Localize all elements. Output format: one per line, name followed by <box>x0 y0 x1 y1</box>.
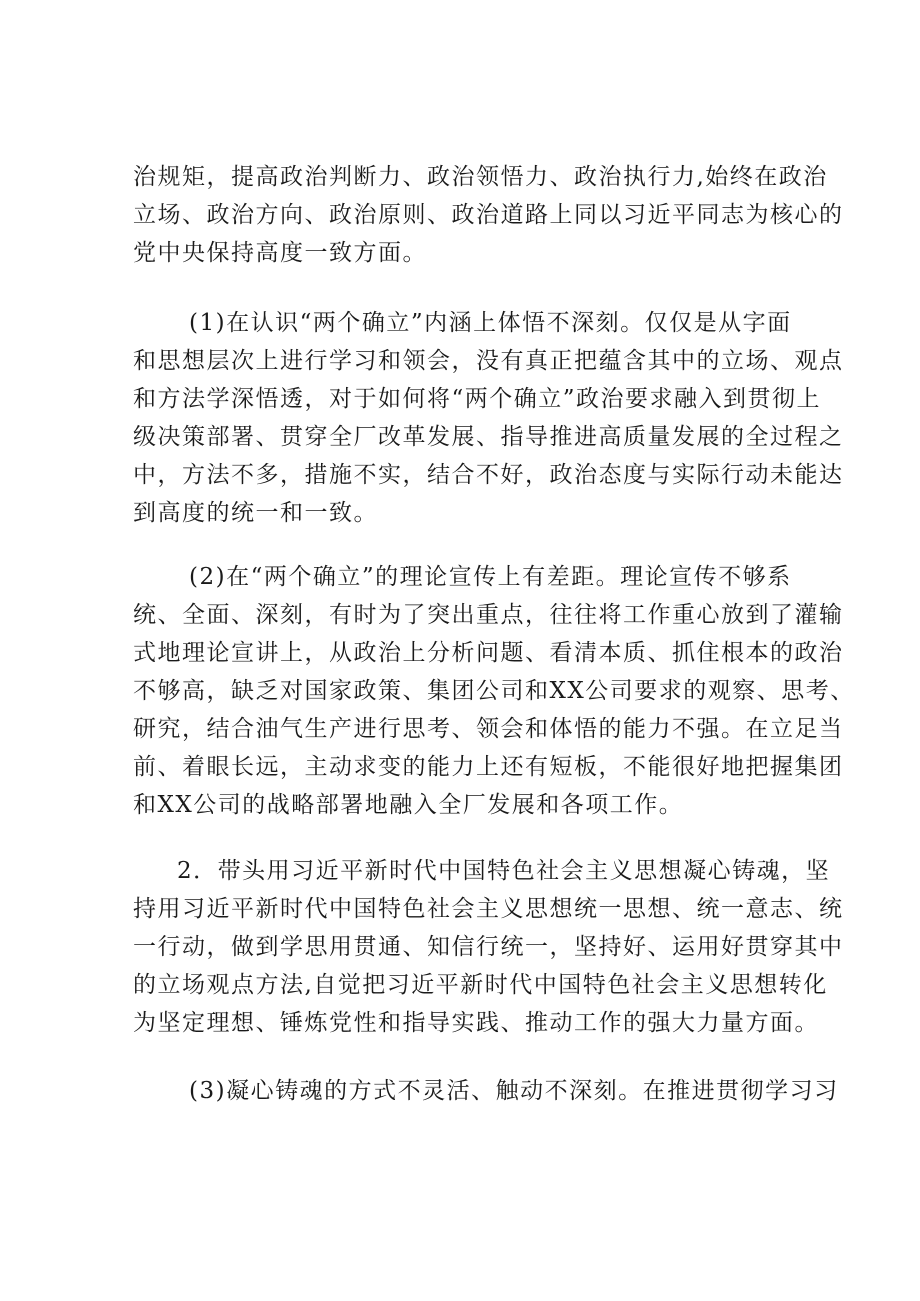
paragraph-item-1 <box>133 304 844 532</box>
paragraph-line: 式地理论宣讲上，从政治上分析问题、看清本质、抓住根本的政治 <box>133 640 844 666</box>
paragraph-line: 和XX公司的战略部署地融入全厂发展和各项工作。 <box>133 792 684 818</box>
paragraph-intro-continuation <box>133 158 844 272</box>
paragraph-line: 为坚定理想、锤炼党性和指导实践、推动工作的强大力量方面。 <box>133 1010 819 1036</box>
paragraph-line: 一行动，做到学思用贯通、知信行统一，坚持好、运用好贯穿其中 <box>133 934 844 960</box>
paragraph-line: 不够高，缺乏对国家政策、集团公司和XX公司要求的观察、思考、 <box>133 678 855 704</box>
paragraph-line: 2．带头用习近平新时代中国特色社会主义思想凝心铸魂，坚 <box>177 858 831 884</box>
paragraph-line: (1)在认识“两个确立”内涵上体悟不深刻。仅仅是从字面 <box>189 310 792 336</box>
paragraph-item-3 <box>133 1072 839 1110</box>
paragraph-line: 党中央保持高度一致方面。 <box>133 240 427 266</box>
paragraph-line: 统、全面、深刻，有时为了突出重点，往往将工作重心放到了灌输 <box>133 602 844 628</box>
paragraph-line: 研究，结合油气生产进行思考、领会和体悟的能力不强。在立足当 <box>133 716 844 742</box>
paragraph-line: 前、着眼长远，主动求变的能力上还有短板，不能很好地把握集团 <box>133 754 844 780</box>
paragraph-line: 到高度的统一和一致。 <box>133 500 378 526</box>
paragraph-line: 立场、政治方向、政治原则、政治道路上同以习近平同志为核心的 <box>133 202 844 228</box>
paragraph-line: 和方法学深悟透，对于如何将“两个确立”政治要求融入到贯彻上 <box>133 386 822 412</box>
paragraph-line: 级决策部署、贯穿全厂改革发展、指导推进高质量发展的全过程之 <box>133 424 844 450</box>
paragraph-item-2 <box>133 558 855 824</box>
paragraph-line: 中，方法不多，措施不实，结合不好，政治态度与实际行动未能达 <box>133 462 844 488</box>
paragraph-section-2 <box>133 852 844 1042</box>
paragraph-line: 和思想层次上进行学习和领会，没有真正把蕴含其中的立场、观点 <box>133 348 844 374</box>
paragraph-line: (2)在“两个确立”的理论宣传上有差距。理论宣传不够系 <box>189 564 792 590</box>
paragraph-line: (3)凝心铸魂的方式不灵活、触动不深刻。在推进贯彻学习习 <box>189 1078 839 1104</box>
paragraph-line: 治规矩，提高政治判断力、政治领悟力、政治执行力,始终在政治 <box>133 164 828 190</box>
paragraph-line: 持用习近平新时代中国特色社会主义思想统一思想、统一意志、统 <box>133 896 844 922</box>
paragraph-line: 的立场观点方法,自觉把习近平新时代中国特色社会主义思想转化 <box>133 972 828 998</box>
